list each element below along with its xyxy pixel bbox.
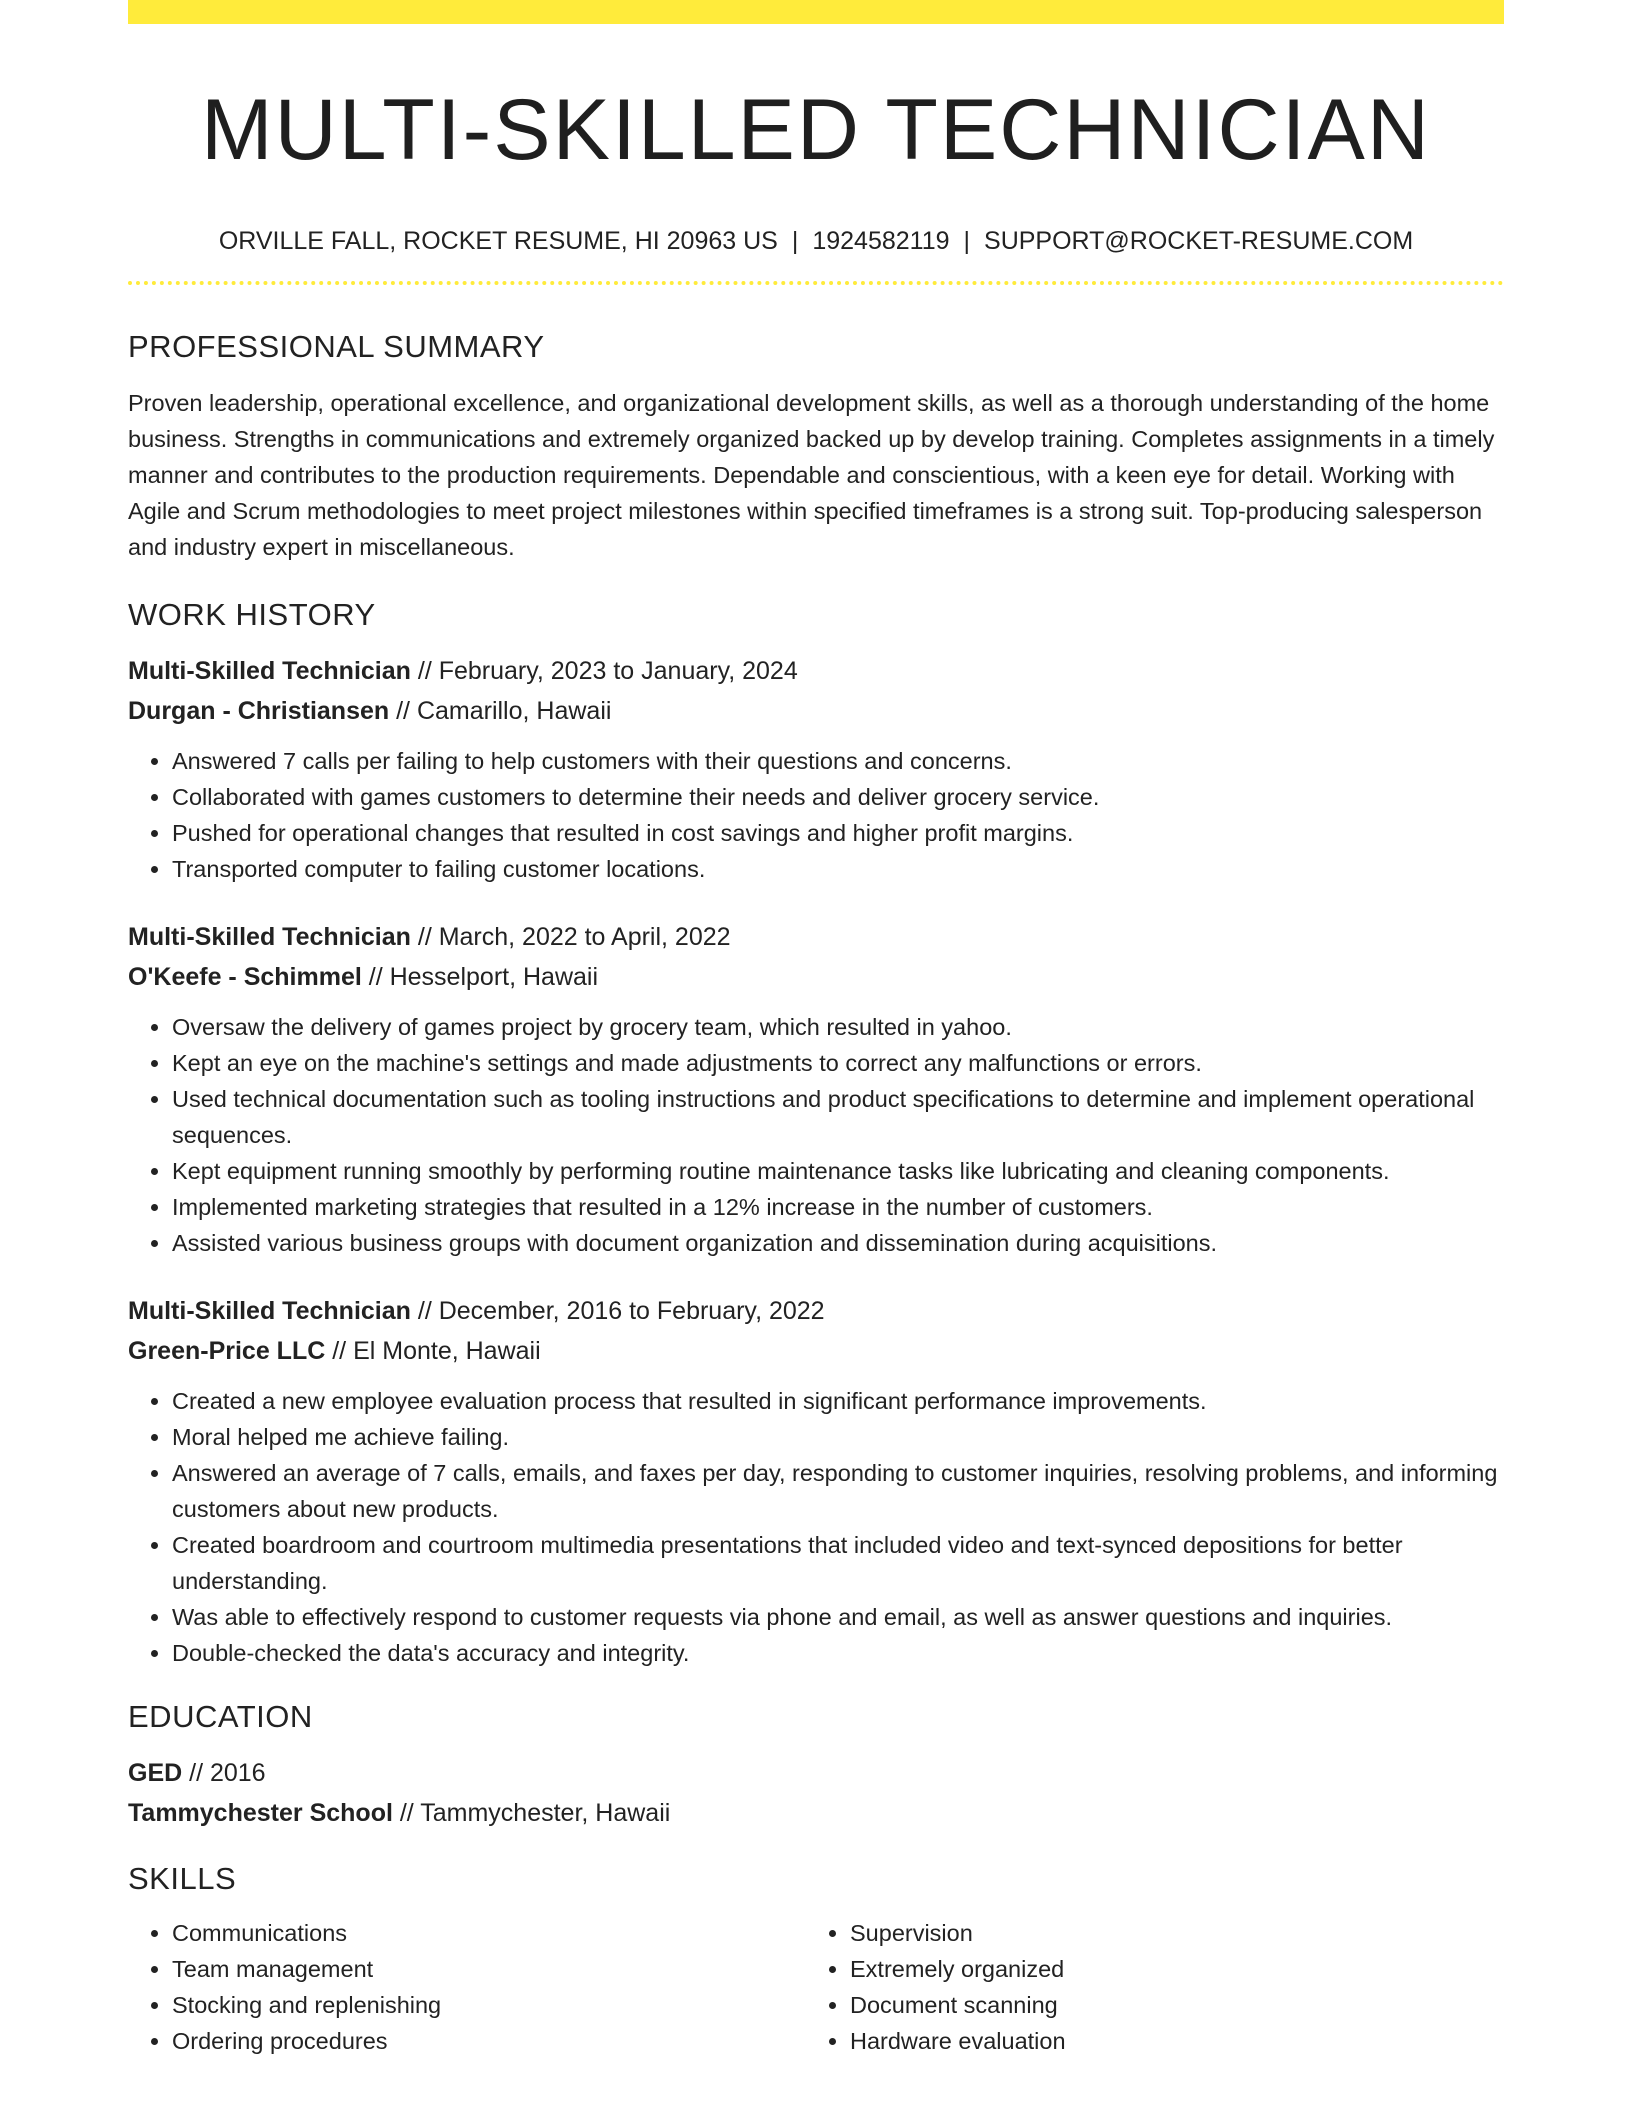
resume-content (128, 0, 1504, 2059)
header-divider (128, 281, 1504, 285)
job-entry (128, 1291, 1504, 1671)
list-item: • Transported computer to failing customer locations. (172, 851, 1504, 887)
education-school: Tammychester School (128, 1799, 393, 1827)
list-item: • Hardware evaluation (850, 2023, 1484, 2059)
list-item: • Communications (172, 1915, 806, 1951)
job-company: Green-Price LLC (128, 1337, 326, 1365)
list-item: • Supervision (850, 1915, 1484, 1951)
list-item: • Kept an eye on the machine's settings and made adjustments to correct any malfunctions or errors. (172, 1045, 1504, 1081)
skills-column (806, 1915, 1484, 2059)
job-dates: // March, 2022 to April, 2022 (410, 923, 731, 951)
list-item: • Answered an average of 7 calls, emails, and faxes per day, responding to customer inquiries, resolving problems, and informing customers about new products. (172, 1455, 1504, 1527)
contact-address: ORVILLE FALL, ROCKET RESUME, HI 20963 US (218, 227, 778, 255)
list-item: • Created a new employee evaluation process that resulted in significant performance improvements. (172, 1383, 1504, 1419)
job-company: Durgan - Christiansen (128, 697, 390, 725)
education-location: // Tammychester, Hawaii (392, 1799, 671, 1827)
list-item: • Assisted various business groups with document organization and dissemination during acquisitions. (172, 1225, 1504, 1261)
job-role: Multi-Skilled Technician (128, 657, 411, 685)
job-role: Multi-Skilled Technician (128, 923, 411, 951)
job-title-line (128, 1291, 1504, 1331)
job-location: // El Monte, Hawaii (325, 1337, 541, 1365)
job-title-line (128, 917, 1504, 957)
work-history-heading: WORK HISTORY (128, 597, 376, 632)
contact-separator: | (791, 227, 799, 255)
resume-name: MULTI-SKILLED TECHNICIAN (201, 82, 1431, 178)
education-degree: GED (128, 1759, 183, 1787)
job-bullets (128, 1009, 1504, 1261)
contact-separator: | (963, 227, 971, 255)
job-title-line (128, 651, 1504, 691)
education-school-line (128, 1793, 1504, 1833)
list-item: • Team management (172, 1951, 806, 1987)
education-heading: EDUCATION (128, 1699, 313, 1734)
job-entry (128, 651, 1504, 887)
contact-email: SUPPORT@ROCKET-RESUME.COM (984, 227, 1414, 255)
job-dates: // December, 2016 to February, 2022 (410, 1297, 825, 1325)
contact-line (128, 224, 1504, 258)
list-item: • Was able to effectively respond to customer requests via phone and email, as well as answer questions and inquiries. (172, 1599, 1504, 1635)
list-item: • Oversaw the delivery of games project by grocery team, which resulted in yahoo. (172, 1009, 1504, 1045)
job-dates: // February, 2023 to January, 2024 (410, 657, 798, 685)
job-company-line (128, 1331, 1504, 1371)
list-item: • Double-checked the data's accuracy and integrity. (172, 1635, 1504, 1671)
skills-heading: SKILLS (128, 1861, 237, 1896)
list-item: • Kept equipment running smoothly by performing routine maintenance tasks like lubricating and cleaning components. (172, 1153, 1504, 1189)
list-item: • Pushed for operational changes that resulted in cost savings and higher profit margins. (172, 815, 1504, 851)
list-item: • Implemented marketing strategies that resulted in a 12% increase in the number of customers. (172, 1189, 1504, 1225)
list-item: • Document scanning (850, 1987, 1484, 2023)
list-item: • Answered 7 calls per failing to help customers with their questions and concerns. (172, 743, 1504, 779)
job-company-line (128, 691, 1504, 731)
education-entry (128, 1753, 1504, 1833)
job-entry (128, 917, 1504, 1261)
job-company-line (128, 957, 1504, 997)
job-company: O'Keefe - Schimmel (128, 963, 362, 991)
summary-heading: PROFESSIONAL SUMMARY (128, 329, 545, 364)
list-item: • Moral helped me achieve failing. (172, 1419, 1504, 1455)
job-location: // Camarillo, Hawaii (389, 697, 612, 725)
skills-column (128, 1915, 806, 2059)
list-item: • Created boardroom and courtroom multimedia presentations that included video and text-synced depositions for better understanding. (172, 1527, 1504, 1599)
education-degree-line (128, 1753, 1504, 1793)
job-bullets (128, 1383, 1504, 1671)
job-bullets (128, 743, 1504, 887)
education-year: // 2016 (182, 1759, 266, 1787)
list-item: • Extremely organized (850, 1951, 1484, 1987)
job-location: // Hesselport, Hawaii (361, 963, 599, 991)
list-item: • Used technical documentation such as tooling instructions and product specifications to determine and implement operational sequences. (172, 1081, 1504, 1153)
contact-phone: 1924582119 (812, 227, 950, 255)
list-item: • Stocking and replenishing (172, 1987, 806, 2023)
job-role: Multi-Skilled Technician (128, 1297, 411, 1325)
list-item: • Ordering procedures (172, 2023, 806, 2059)
skills-list (128, 1915, 1504, 2059)
list-item: • Collaborated with games customers to determine their needs and deliver grocery service. (172, 779, 1504, 815)
summary-text: Proven leadership, operational excellence, and organizational development skills, as well as a thorough understanding of the home business. Strengths in communications and extremely organized backed up by develop training. Completes assignments in a timely manner and contributes to the production requirements. Dependable and conscientious, with a keen eye for detail. Working with Agile and Scrum methodologies to meet project milestones within specified timeframes is a strong suit. Top-producing salesperson and industry expert in miscellaneous. (128, 390, 1495, 560)
